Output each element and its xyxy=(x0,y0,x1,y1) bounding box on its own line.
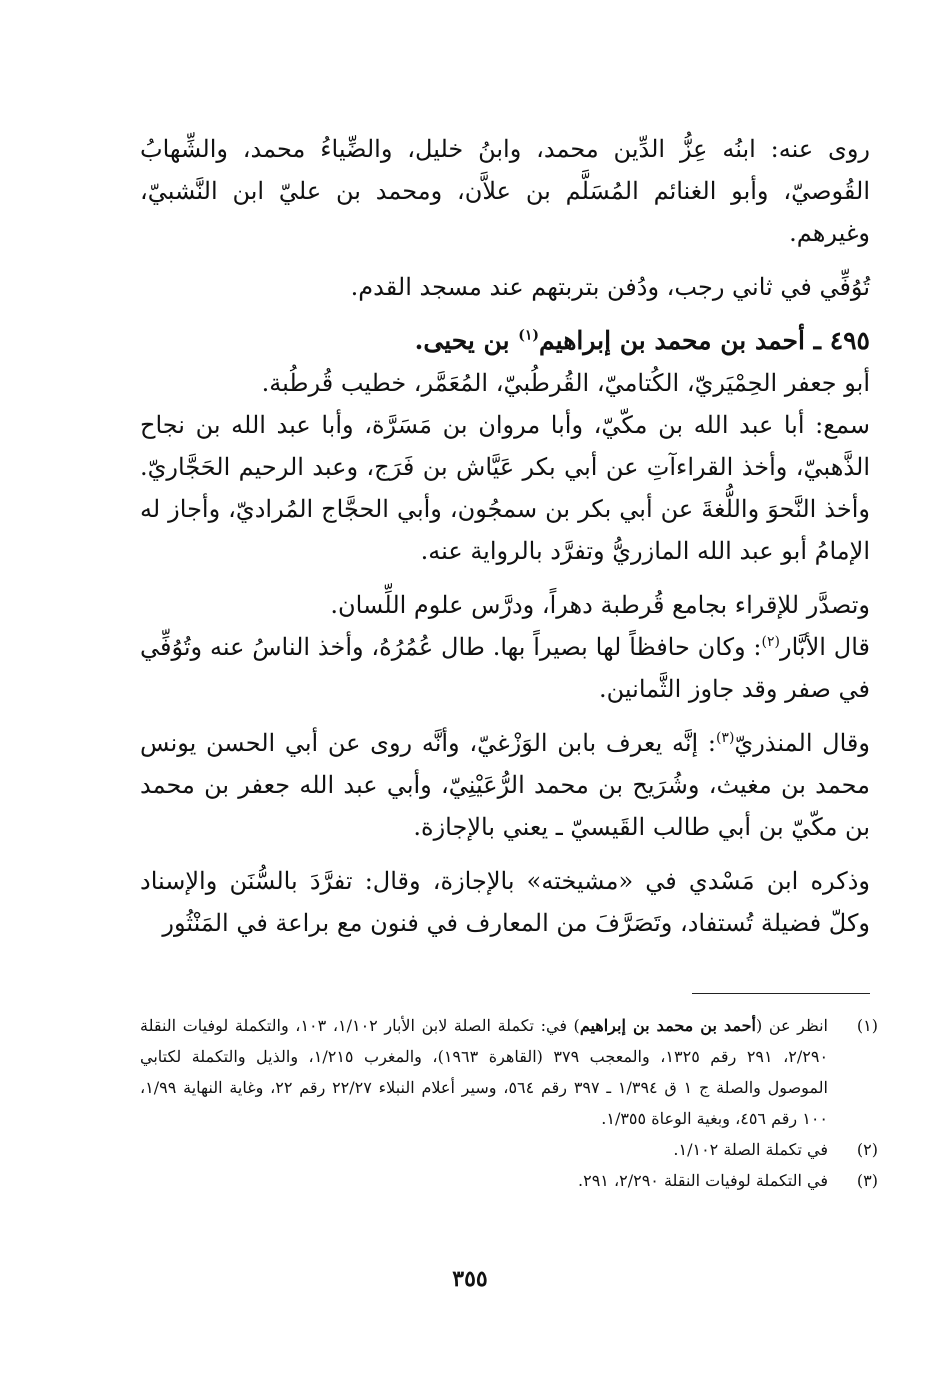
paragraph-teaching: وتصدَّر للإقراء بجامع قُرطبة دهراً، ودرَّس علوم اللِّسان. xyxy=(330,591,870,619)
paragraph-nisba: أبو جعفر الحِمْيَريّ، الكُتاميّ، القُرطُبيّ، المُعَمَّر، خطيب قُرطُبة. xyxy=(261,369,870,397)
main-text xyxy=(140,128,870,944)
footnote-number: (٣) xyxy=(856,1171,878,1190)
mundhiri-lead: وقال المنذريّ xyxy=(734,729,870,757)
footnote-ref-1[interactable]: (١) xyxy=(518,327,540,344)
entry-name: أحمد بن محمد بن إبراهيم xyxy=(539,326,805,355)
paragraph-abbar xyxy=(140,626,870,710)
paragraph-teachers: سمع: أبا عبد الله بن مكّيّ، وأبا مروان بن مَسَرَّة، وأبا عبد الله بن نجاح الذَّهبيّ، وأخذ القراءآتِ عن أبي بكر عَيَّاش بن فَرَج، وعبد الرحيم الحَجَّاريّ. وأخذ النَّحوَ واللُّغةَ عن أبي بكر بن سمجُون، وأبي الحجَّاج المُراديّ، وأجاز له الإمامُ أبو عبد الله المازريُّ وتفرَّد بالرواية عنه. xyxy=(140,411,870,565)
entry-heading xyxy=(140,320,870,362)
footnote-divider xyxy=(692,993,870,994)
footnote-2 xyxy=(140,1134,878,1165)
footnote-ref-3[interactable]: (٣) xyxy=(715,730,735,746)
page-number: ٣٥٥ xyxy=(452,1266,488,1292)
paragraph-masdi: وذكره ابن مَسْدي في «مشيخته» بالإجازة، وقال: تفرَّدَ بالسُّنَن والإسناد وكلّ فضيلة تُستفاد، وتَصَرَّفَ من المعارف في فنون مع براعة في المَنْثُور xyxy=(140,867,870,937)
footnote-3 xyxy=(140,1165,878,1196)
abbar-lead: قال الأبَّار xyxy=(780,633,870,661)
footnote-number: (١) xyxy=(856,1016,878,1035)
footnotes xyxy=(140,1010,878,1196)
entry-number: ٤٩٥ xyxy=(829,326,870,355)
footnote-lead: انظر عن ( xyxy=(756,1016,829,1035)
footnote-text xyxy=(140,1010,828,1134)
footnote-ref-2[interactable]: (٢) xyxy=(761,634,780,650)
footnote-1 xyxy=(140,1010,878,1134)
paragraph-mundhiri xyxy=(140,722,870,848)
abbar-quote: : وكان حافظاً لها بصيراً بها. طال عُمُرُهُ، وأخذ الناسُ عنه وتُوُفِّي في صفر وقد جاوز الثَّمانين. xyxy=(140,633,870,703)
footnote-text: في تكملة الصلة ١/١٠٢. xyxy=(673,1140,828,1159)
footnote-text: في التكملة لوفيات النقلة ٢/٢٩٠، ٢٩١. xyxy=(578,1171,828,1190)
footnote-number: (٢) xyxy=(856,1140,878,1159)
mundhiri-quote: : إنَّه يعرف بابن الوَزْغيّ، وأنَّه روى عن أبي الحسن يونس محمد بن مغيث، وشُرَيح بن محمد الرُّعَيْنِيّ، وأبي عبد الله جعفر بن محمد بن مكّيّ بن أبي طالب القَيسيّ ـ يعني بالإجازة. xyxy=(140,729,870,841)
footnote-sources: ) في: تكملة الصلة لابن الأبار ١/١٠٢، ١٠٣، والتكملة لوفيات النقلة ٢/٢٩٠، ٢٩١ رقم ١٣٢٥، والمعجب ٣٧٩ (القاهرة ١٩٦٣)، والمغرب ١/٢١٥، والذيل والتكملة لكتابي الموصول والصلة ج ١ ق ١/٣٩٤ ـ ٣٩٧ رقم ٥٦٤، وسير أعلام النبلاء ٢٢/٢٧ رقم ٢٢، وغاية النهاية ١/٩٩، ١٠٠ رقم ٤٥٦، وبغية الوعاة ١/٣٥٥. xyxy=(140,1016,829,1128)
paragraph-narrators: روى عنه: ابنُه عِزُّ الدِّين محمد، وابنُ خليل، والضِّياءُ محمد، والشِّهابُ القُوصيّ، وأبو الغنائم المُسَلَّم بن علاَّن، ومحمد بن عليّ ابن النَّشبيّ، وغيرهم. xyxy=(140,135,870,247)
entry-dash: ـ xyxy=(813,326,821,355)
paragraph-death: تُوُفِّي في ثاني رجب، ودُفن بتربتهم عند مسجد القدم. xyxy=(350,273,870,301)
footnote-bold-name: أحمد بن محمد بن إبراهيم xyxy=(579,1016,756,1035)
entry-name-end: بن يحيى. xyxy=(414,326,510,355)
